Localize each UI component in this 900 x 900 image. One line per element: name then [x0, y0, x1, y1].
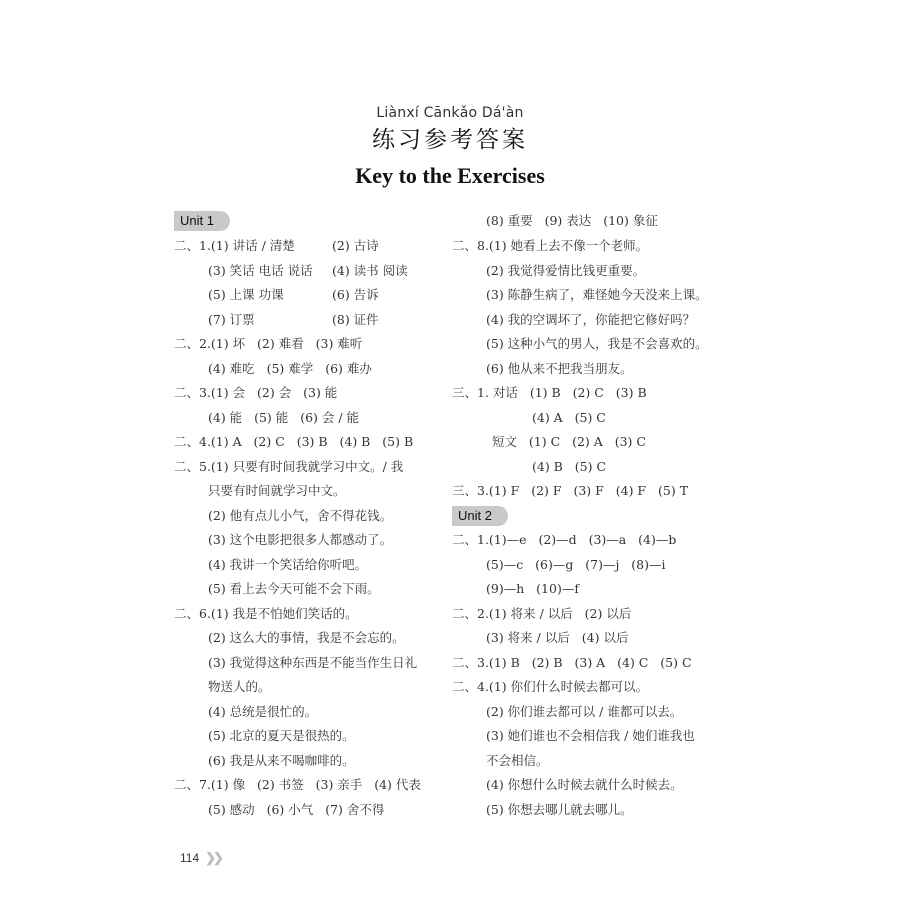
- answer-line: (3) 陈静生病了，难怪她今天没来上课。: [486, 287, 708, 302]
- answer-line: (2) 这么大的事情，我是不会忘的。: [208, 630, 405, 645]
- answer-line: (5) 看上去今天可能不会下雨。: [208, 581, 380, 596]
- answer-line: (5) 感动 (6) 小气 (7) 舍不得: [208, 801, 385, 817]
- unit-2-badge: Unit 2: [452, 506, 508, 526]
- answer-line: 短文 (1) C (2) A (3) C: [492, 434, 646, 449]
- answer-line: 只要有时间就学习中文。: [208, 483, 346, 498]
- answer-line: 三、1. 对话 (1) B (2) C (3) B: [452, 385, 647, 400]
- right-column: [452, 208, 742, 822]
- answer-line: (3) 笑话 电话 说话 (4) 读书 阅读: [208, 262, 408, 278]
- answer-line: (4) 总统是很忙的。: [208, 703, 318, 719]
- left-column: [174, 208, 444, 822]
- answer-line: (3) 我觉得这种东西是不能当作生日礼: [208, 654, 418, 670]
- answer-line: 二、4.(1) 你们什么时候去都可以。: [452, 679, 649, 694]
- answer-line: (8) 重要 (9) 表达 (10) 象征: [486, 213, 658, 228]
- answer-line: 二、6.(1) 我是不怕她们笑话的。: [174, 605, 358, 621]
- answer-line: 二、3.(1) 会 (2) 会 (3) 能: [174, 385, 338, 400]
- answer-line: 不会相信。: [486, 752, 549, 768]
- answer-line: (4) B (5) C: [532, 458, 607, 474]
- answer-line: (7) 订票 (8) 证件: [208, 311, 379, 327]
- title-pinyin: Liànxí Cānkǎo Dá'àn: [376, 105, 524, 121]
- answer-line: 三、3.(1) F (2) F (3) F (4) F (5) T: [452, 483, 689, 498]
- answer-line: (5)—c (6)—g (7)—j (8)—i: [486, 556, 666, 572]
- answer-line: (2) 我觉得爱情比钱更重要。: [486, 262, 646, 278]
- answer-line: (5) 你想去哪儿就去哪儿。: [486, 801, 633, 817]
- answer-line: (2) 他有点儿小气，舍不得花钱。: [208, 507, 393, 523]
- page-footer: [180, 850, 221, 866]
- answer-line: (4) 难吃 (5) 难学 (6) 难办: [208, 360, 372, 376]
- unit-1-badge: Unit 1: [174, 211, 230, 231]
- answer-line: 二、3.(1) B (2) B (3) A (4) C (5) C: [452, 654, 692, 670]
- answer-line: (6) 他从来不把我当朋友。: [486, 360, 633, 376]
- answer-line: (3) 她们谁也不会相信我 / 她们谁我也: [486, 728, 695, 743]
- answer-line: 二、2.(1) 将来 / 以后 (2) 以后: [452, 605, 632, 621]
- answer-line: (5) 上课 功课 (6) 告诉: [208, 287, 379, 302]
- page-number: 114: [180, 851, 200, 865]
- answer-line: 二、2.(1) 坏 (2) 难看 (3) 难听: [174, 336, 363, 351]
- answer-line: (4) 我的空调坏了，你能把它修好吗？: [486, 311, 696, 327]
- answer-line: (5) 北京的夏天是很热的。: [208, 728, 355, 743]
- answer-line: 二、1.(1) 讲话 / 清楚 (2) 古诗: [174, 238, 379, 253]
- answer-line: (4) 能 (5) 能 (6) 会 / 能: [208, 409, 360, 425]
- answer-line: (6) 我是从来不喝咖啡的。: [208, 752, 355, 768]
- answer-line: (2) 你们谁去都可以 / 谁都可以去。: [486, 703, 683, 719]
- answer-line: 二、5.(1) 只要有时间我就学习中文。/ 我: [174, 458, 404, 474]
- answer-line: (5) 这种小气的男人，我是不会喜欢的。: [486, 336, 708, 351]
- answer-line: (4) A (5) C: [532, 409, 606, 425]
- title-english: Key to the Exercises: [355, 163, 545, 188]
- answer-line: (4) 我讲一个笑话给你听吧。: [208, 556, 368, 572]
- answer-line: (4) 你想什么时候去就什么时候去。: [486, 777, 683, 792]
- answer-line: 二、7.(1) 像 (2) 书签 (3) 亲手 (4) 代表: [174, 777, 421, 792]
- title-chinese: 练习参考答案: [372, 127, 528, 153]
- answer-line: (3) 这个电影把很多人都感动了。: [208, 532, 393, 547]
- chevron-right-icon: ❯❯: [205, 850, 221, 865]
- answer-line: 二、1.(1)—e (2)—d (3)—a (4)—b: [452, 532, 677, 547]
- answer-line: (9)—h (10)—f: [486, 581, 579, 596]
- answer-line: (3) 将来 / 以后 (4) 以后: [486, 630, 629, 645]
- answer-line: 二、8.(1) 她看上去不像一个老师。: [452, 238, 649, 253]
- page-header: [0, 104, 900, 189]
- answer-line: 物送人的。: [208, 679, 271, 694]
- answer-line: 二、4.(1) A (2) C (3) B (4) B (5) B: [174, 434, 414, 449]
